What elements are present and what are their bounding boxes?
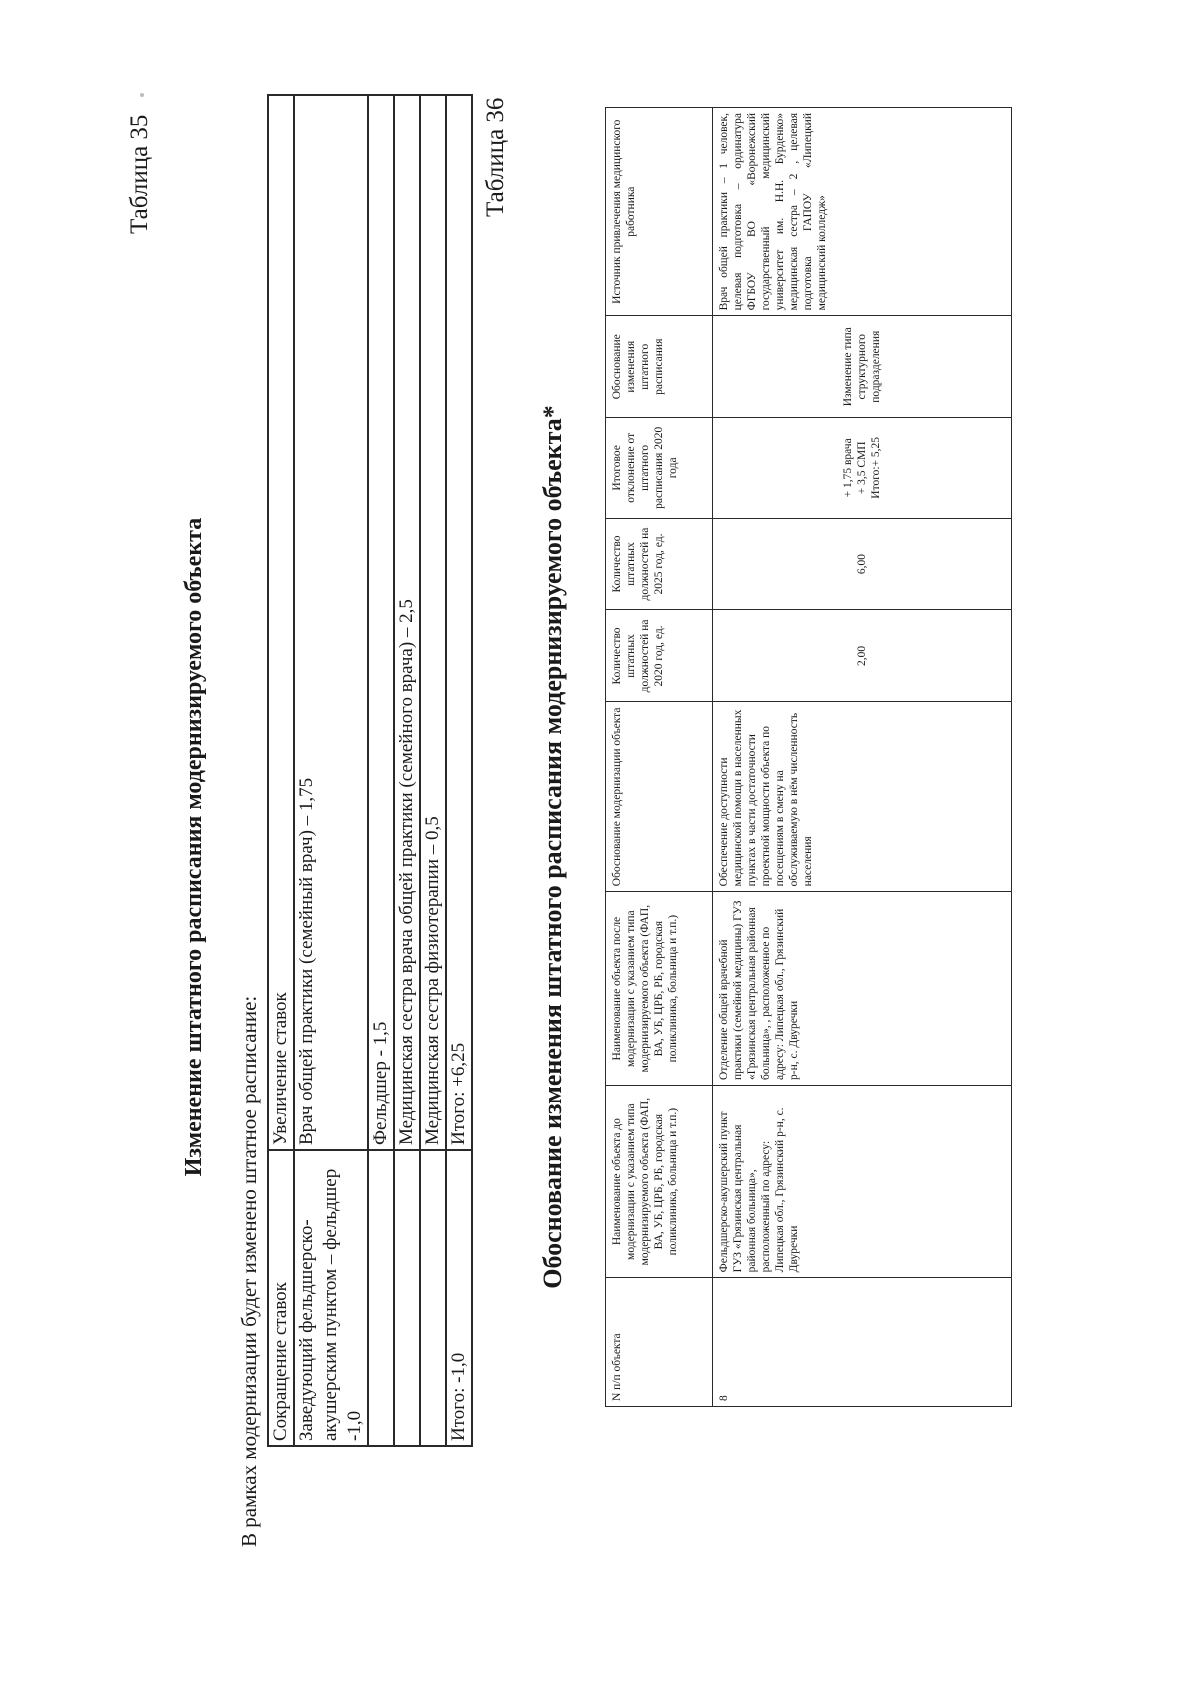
table36-cell-deviation	[713, 418, 1012, 518]
table36-cell-num: 8	[713, 1278, 1012, 1407]
table36-header-row	[606, 108, 713, 1407]
table35-title: Изменение штатного расписания модернизируемого объекта	[181, 517, 207, 1177]
table35-header-row	[268, 95, 294, 1446]
table35-caption: Таблица 35	[126, 114, 153, 234]
table35-cell-right: Медицинская сестра врача общей практики (семейного врача) – 2,5	[394, 95, 420, 1150]
deviation-line: + 3,5 СМП	[856, 441, 868, 495]
table35-cell-left: Заведующий фельдшерско-акушерским пунктом – фельдшер -1,0	[294, 1150, 368, 1446]
table-row	[420, 95, 446, 1446]
table35-total-left: Итого: -1,0	[446, 1150, 472, 1446]
table35-header-right: Увеличение ставок	[268, 95, 294, 1150]
deviation-line: + 1,75 врача	[842, 438, 854, 498]
table35-cell-right: Врач общей практики (семейный врач) – 1,75	[294, 95, 368, 1150]
scan-speck	[140, 93, 144, 97]
table35-header-left: Сокращение ставок	[268, 1150, 294, 1446]
table36-header-after: Наименование объекта после модернизации с указанием типа модернизируемого объекта (ФАП, ВА, УБ, ЦРБ, РБ, городская поликлиника, больница и т.п.)	[606, 892, 713, 1086]
table36-cell-source: Врач общей практики – 1 человек, целевая подготовка – ординатура ФГБОУ ВО «Воронежский государственный медицинский университет им. Н.Н. Бурденко» медицинская сестра – 2 , целевая подготовка ГАПОУ «Липецкий медицинский колледж»	[713, 108, 1012, 316]
table35-total-right: Итого: +6,25	[446, 95, 472, 1150]
table35	[267, 94, 473, 1447]
table-row	[394, 95, 420, 1446]
table36-header-staff-reason: Обоснование изменения штатного расписания	[606, 316, 713, 418]
table36-cell-after: Отделение общей врачебной практики (семейной медицины) ГУЗ «Грязинская центральная районная больница», , расположенное по адресу: Липецкая обл., Грязинский р-н, с. Двуречки	[713, 892, 1012, 1086]
table36-cell-count2025: 6,00	[713, 518, 1012, 610]
table36-header-source: Источник привлечения медицинского работника	[606, 108, 713, 316]
table36-cell-reason: Обеспечение доступности медицинской помощи в населенных пунктах в части достаточности проектной мощности объекта по посещениям в смену на обслуживаемую в нём численность населения	[713, 702, 1012, 892]
table-row	[713, 108, 1012, 1407]
table35-cell-right: Медицинская сестра физиотерапии – 0,5	[420, 95, 446, 1150]
table35-cell-left	[420, 1150, 446, 1446]
table36-header-before: Наименование объекта до модернизации с указанием типа модернизируемого объекта (ФАП, ВА, УБ, ЦРБ, РБ, городская поликлиника, больница и т.п.)	[606, 1085, 713, 1277]
table35-total-row	[446, 95, 472, 1446]
table36-cell-staff-reason: Изменение типа структурного подразделения	[713, 316, 1012, 418]
table35-cell-left	[394, 1150, 420, 1446]
table36-header-reason: Обоснование модернизации объекта	[606, 702, 713, 892]
table36-caption: Таблица 36	[482, 97, 509, 217]
table36-header-deviation: Итоговое отклонение от штатного расписания 2020 года	[606, 418, 713, 518]
deviation-line: Итого:+ 5,25	[870, 436, 882, 499]
table36-header-count2020: Количество штатных должностей на 2020 год, ед.	[606, 610, 713, 702]
table-row	[368, 95, 394, 1446]
table36-cell-before: Фельдшерско-акушерский пункт ГУЗ «Грязинская центральная районная больница», расположенный по адресу: Липецкая обл., Грязинский р-н, с. Двуречки	[713, 1085, 1012, 1277]
table36	[605, 107, 1012, 1407]
table35-cell-left	[368, 1150, 394, 1446]
table36-cell-count2020: 2,00	[713, 610, 1012, 702]
table36-header-num: N п/п объекта	[606, 1278, 713, 1407]
table-row	[294, 95, 368, 1446]
table35-cell-right: Фельдшер - 1,5	[368, 95, 394, 1150]
table36-header-count2025: Количество штатных должностей на 2025 год, ед.	[606, 518, 713, 610]
table36-title: Обоснование изменения штатного расписания модернизируемого объекта*	[538, 405, 567, 1289]
table35-intro: В рамках модернизации будет изменено штатное расписание:	[237, 995, 261, 1547]
